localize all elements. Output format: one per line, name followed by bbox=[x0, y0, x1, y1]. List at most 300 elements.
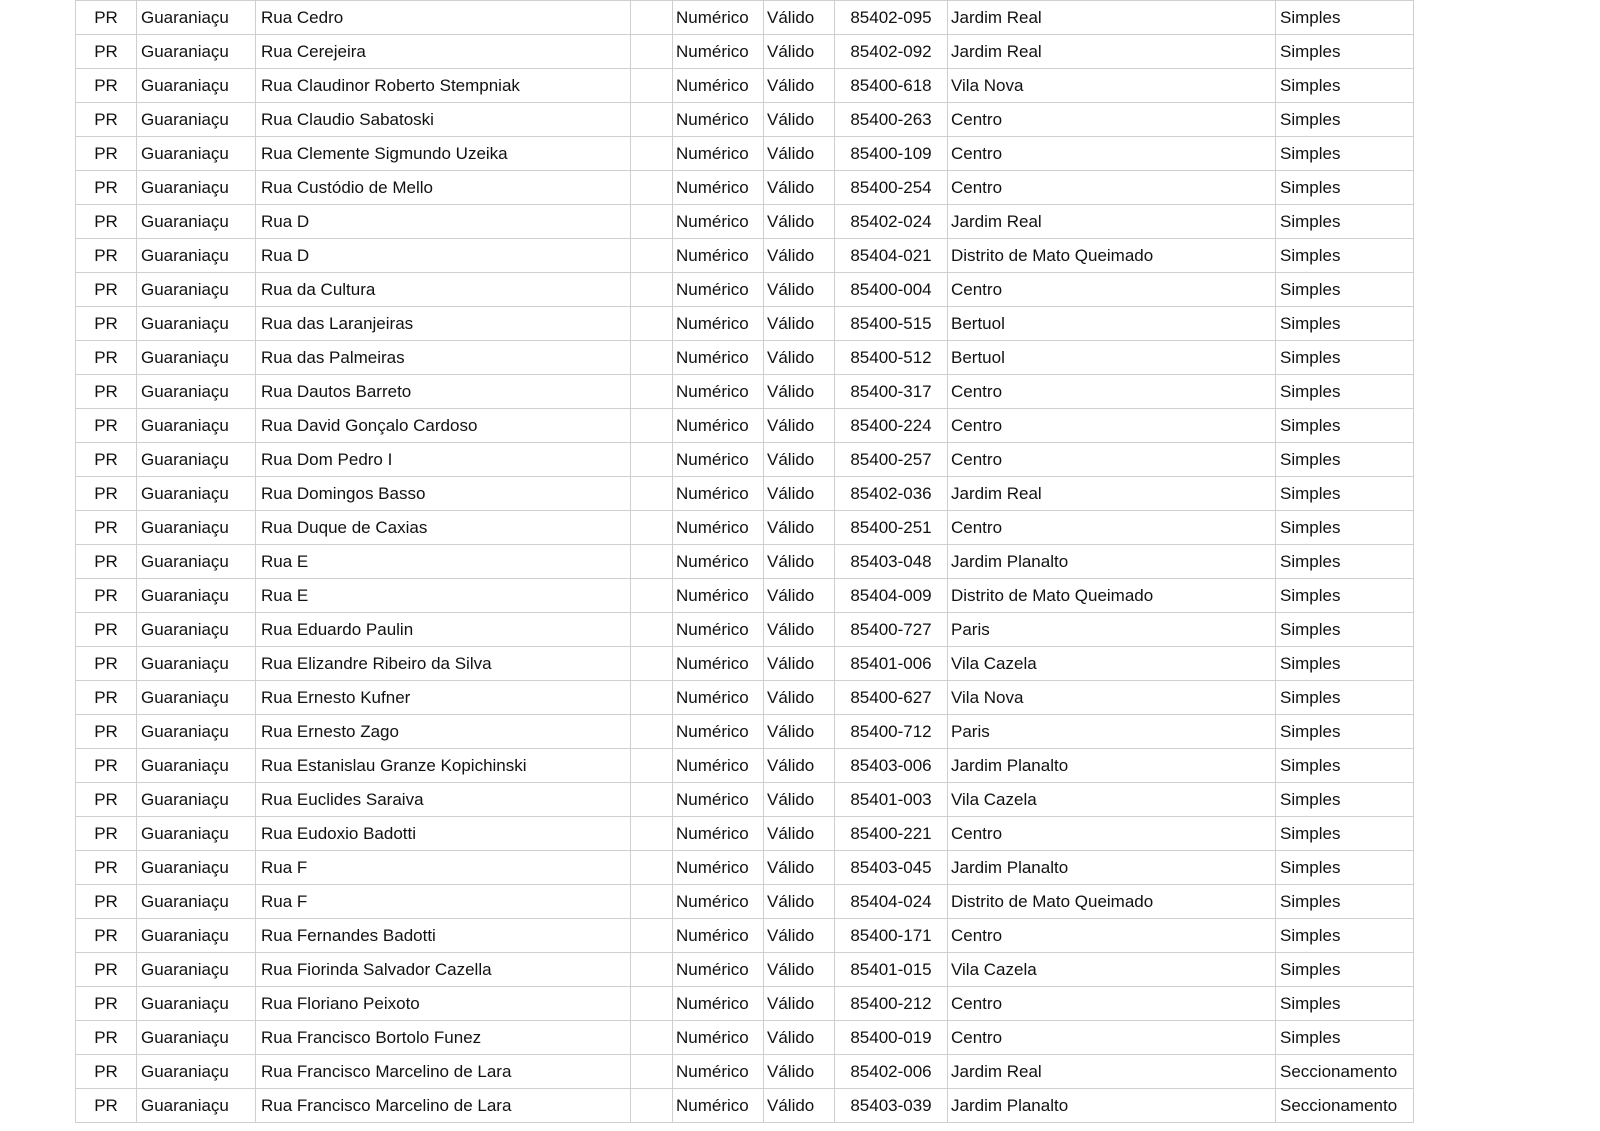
table-row bbox=[76, 783, 1414, 817]
cell-uf: PR bbox=[76, 647, 137, 681]
cell-empty bbox=[631, 511, 673, 545]
cell-categoria: Simples bbox=[1276, 919, 1414, 953]
cell-bairro: Paris bbox=[948, 715, 1276, 749]
cell-status: Válido bbox=[764, 307, 835, 341]
cell-status: Válido bbox=[764, 613, 835, 647]
cell-logradouro: Rua Floriano Peixoto bbox=[256, 987, 631, 1021]
cell-status: Válido bbox=[764, 1, 835, 35]
cell-empty bbox=[631, 715, 673, 749]
cell-cep: 85400-515 bbox=[835, 307, 948, 341]
cell-tipo: Numérico bbox=[673, 273, 764, 307]
cell-logradouro: Rua Dautos Barreto bbox=[256, 375, 631, 409]
cell-cep: 85403-039 bbox=[835, 1089, 948, 1123]
cell-bairro: Paris bbox=[948, 613, 1276, 647]
cell-logradouro: Rua Clemente Sigmundo Uzeika bbox=[256, 137, 631, 171]
cell-bairro: Centro bbox=[948, 273, 1276, 307]
cell-uf: PR bbox=[76, 851, 137, 885]
cell-logradouro: Rua Estanislau Granze Kopichinski bbox=[256, 749, 631, 783]
cell-cidade: Guaraniaçu bbox=[137, 1089, 256, 1123]
cell-tipo: Numérico bbox=[673, 817, 764, 851]
cell-empty bbox=[631, 851, 673, 885]
cell-categoria: Simples bbox=[1276, 783, 1414, 817]
cell-empty bbox=[631, 681, 673, 715]
cell-cep: 85400-627 bbox=[835, 681, 948, 715]
cell-logradouro: Rua Fernandes Badotti bbox=[256, 919, 631, 953]
cell-cidade: Guaraniaçu bbox=[137, 35, 256, 69]
cell-bairro: Centro bbox=[948, 103, 1276, 137]
cell-tipo: Numérico bbox=[673, 409, 764, 443]
cell-categoria: Seccionamento bbox=[1276, 1089, 1414, 1123]
cell-tipo: Numérico bbox=[673, 613, 764, 647]
cell-status: Válido bbox=[764, 783, 835, 817]
cell-bairro: Jardim Real bbox=[948, 35, 1276, 69]
cell-tipo: Numérico bbox=[673, 69, 764, 103]
cell-status: Válido bbox=[764, 681, 835, 715]
cell-status: Válido bbox=[764, 137, 835, 171]
cell-logradouro: Rua Domingos Basso bbox=[256, 477, 631, 511]
cell-categoria: Simples bbox=[1276, 1021, 1414, 1055]
cell-status: Válido bbox=[764, 103, 835, 137]
cell-categoria: Simples bbox=[1276, 715, 1414, 749]
table-row bbox=[76, 341, 1414, 375]
cell-bairro: Centro bbox=[948, 919, 1276, 953]
cell-empty bbox=[631, 477, 673, 511]
table-row bbox=[76, 171, 1414, 205]
cell-cep: 85402-095 bbox=[835, 1, 948, 35]
table-row bbox=[76, 205, 1414, 239]
cell-cidade: Guaraniaçu bbox=[137, 171, 256, 205]
cell-tipo: Numérico bbox=[673, 1089, 764, 1123]
cell-logradouro: Rua Cedro bbox=[256, 1, 631, 35]
cell-cep: 85404-024 bbox=[835, 885, 948, 919]
cell-logradouro: Rua D bbox=[256, 205, 631, 239]
cell-cep: 85402-036 bbox=[835, 477, 948, 511]
cell-cidade: Guaraniaçu bbox=[137, 851, 256, 885]
cell-empty bbox=[631, 545, 673, 579]
cell-status: Válido bbox=[764, 409, 835, 443]
cell-cep: 85400-254 bbox=[835, 171, 948, 205]
table-row bbox=[76, 477, 1414, 511]
cell-uf: PR bbox=[76, 1021, 137, 1055]
cell-bairro: Centro bbox=[948, 443, 1276, 477]
cell-empty bbox=[631, 817, 673, 851]
cell-bairro: Centro bbox=[948, 1021, 1276, 1055]
cell-bairro: Centro bbox=[948, 375, 1276, 409]
cell-categoria: Simples bbox=[1276, 681, 1414, 715]
cell-categoria: Simples bbox=[1276, 69, 1414, 103]
cell-cep: 85400-512 bbox=[835, 341, 948, 375]
cell-status: Válido bbox=[764, 1055, 835, 1089]
table-row bbox=[76, 511, 1414, 545]
cell-cidade: Guaraniaçu bbox=[137, 579, 256, 613]
cell-uf: PR bbox=[76, 171, 137, 205]
table-row bbox=[76, 919, 1414, 953]
cell-tipo: Numérico bbox=[673, 715, 764, 749]
cell-status: Válido bbox=[764, 885, 835, 919]
cell-empty bbox=[631, 35, 673, 69]
cell-uf: PR bbox=[76, 35, 137, 69]
cell-categoria: Simples bbox=[1276, 987, 1414, 1021]
cell-cidade: Guaraniaçu bbox=[137, 307, 256, 341]
cell-categoria: Simples bbox=[1276, 885, 1414, 919]
cell-cidade: Guaraniaçu bbox=[137, 375, 256, 409]
cell-status: Válido bbox=[764, 477, 835, 511]
cell-empty bbox=[631, 613, 673, 647]
table-row bbox=[76, 749, 1414, 783]
cell-categoria: Simples bbox=[1276, 545, 1414, 579]
cell-status: Válido bbox=[764, 35, 835, 69]
cell-uf: PR bbox=[76, 749, 137, 783]
cell-bairro: Distrito de Mato Queimado bbox=[948, 239, 1276, 273]
cell-logradouro: Rua Francisco Marcelino de Lara bbox=[256, 1055, 631, 1089]
cell-cidade: Guaraniaçu bbox=[137, 137, 256, 171]
cell-logradouro: Rua Eudoxio Badotti bbox=[256, 817, 631, 851]
cell-cidade: Guaraniaçu bbox=[137, 953, 256, 987]
cell-categoria: Simples bbox=[1276, 35, 1414, 69]
cell-bairro: Bertuol bbox=[948, 341, 1276, 375]
cell-cep: 85400-224 bbox=[835, 409, 948, 443]
cell-cidade: Guaraniaçu bbox=[137, 341, 256, 375]
cell-uf: PR bbox=[76, 715, 137, 749]
cell-categoria: Simples bbox=[1276, 477, 1414, 511]
cell-uf: PR bbox=[76, 987, 137, 1021]
cell-cidade: Guaraniaçu bbox=[137, 409, 256, 443]
cell-cep: 85403-045 bbox=[835, 851, 948, 885]
cell-bairro: Jardim Planalto bbox=[948, 749, 1276, 783]
cell-categoria: Simples bbox=[1276, 953, 1414, 987]
cell-tipo: Numérico bbox=[673, 1, 764, 35]
cell-empty bbox=[631, 749, 673, 783]
cell-bairro: Jardim Real bbox=[948, 1055, 1276, 1089]
table-row bbox=[76, 851, 1414, 885]
cell-empty bbox=[631, 919, 673, 953]
cell-cidade: Guaraniaçu bbox=[137, 1055, 256, 1089]
cell-tipo: Numérico bbox=[673, 545, 764, 579]
cell-categoria: Simples bbox=[1276, 103, 1414, 137]
table-row bbox=[76, 681, 1414, 715]
document-sheet bbox=[75, 0, 1414, 1123]
cell-uf: PR bbox=[76, 409, 137, 443]
cell-logradouro: Rua E bbox=[256, 579, 631, 613]
cell-status: Válido bbox=[764, 1021, 835, 1055]
table-row bbox=[76, 817, 1414, 851]
cell-cidade: Guaraniaçu bbox=[137, 817, 256, 851]
cell-bairro: Vila Cazela bbox=[948, 647, 1276, 681]
cell-bairro: Centro bbox=[948, 137, 1276, 171]
cell-cidade: Guaraniaçu bbox=[137, 715, 256, 749]
cell-logradouro: Rua E bbox=[256, 545, 631, 579]
cell-status: Válido bbox=[764, 443, 835, 477]
cell-logradouro: Rua Eduardo Paulin bbox=[256, 613, 631, 647]
cell-bairro: Distrito de Mato Queimado bbox=[948, 579, 1276, 613]
cell-cidade: Guaraniaçu bbox=[137, 239, 256, 273]
cell-status: Válido bbox=[764, 987, 835, 1021]
cell-uf: PR bbox=[76, 69, 137, 103]
cell-status: Válido bbox=[764, 1089, 835, 1123]
cell-tipo: Numérico bbox=[673, 1055, 764, 1089]
cell-tipo: Numérico bbox=[673, 477, 764, 511]
cell-empty bbox=[631, 205, 673, 239]
cell-bairro: Bertuol bbox=[948, 307, 1276, 341]
table-row bbox=[76, 1089, 1414, 1123]
cell-status: Válido bbox=[764, 511, 835, 545]
cell-uf: PR bbox=[76, 137, 137, 171]
cell-categoria: Seccionamento bbox=[1276, 1055, 1414, 1089]
cell-empty bbox=[631, 579, 673, 613]
cell-status: Válido bbox=[764, 273, 835, 307]
cell-logradouro: Rua Ernesto Kufner bbox=[256, 681, 631, 715]
cell-logradouro: Rua Custódio de Mello bbox=[256, 171, 631, 205]
cell-empty bbox=[631, 307, 673, 341]
cell-status: Válido bbox=[764, 953, 835, 987]
cell-status: Válido bbox=[764, 205, 835, 239]
cell-tipo: Numérico bbox=[673, 749, 764, 783]
cell-cidade: Guaraniaçu bbox=[137, 647, 256, 681]
cell-empty bbox=[631, 137, 673, 171]
cell-empty bbox=[631, 647, 673, 681]
cell-uf: PR bbox=[76, 579, 137, 613]
cell-tipo: Numérico bbox=[673, 1021, 764, 1055]
cell-bairro: Jardim Planalto bbox=[948, 1089, 1276, 1123]
cell-status: Válido bbox=[764, 749, 835, 783]
cell-cidade: Guaraniaçu bbox=[137, 987, 256, 1021]
cell-cidade: Guaraniaçu bbox=[137, 783, 256, 817]
cell-categoria: Simples bbox=[1276, 613, 1414, 647]
cell-tipo: Numérico bbox=[673, 511, 764, 545]
table-row bbox=[76, 885, 1414, 919]
table-row bbox=[76, 953, 1414, 987]
cell-logradouro: Rua Claudio Sabatoski bbox=[256, 103, 631, 137]
cell-tipo: Numérico bbox=[673, 443, 764, 477]
cell-cep: 85401-003 bbox=[835, 783, 948, 817]
cep-table bbox=[75, 0, 1414, 1123]
cell-uf: PR bbox=[76, 273, 137, 307]
cell-uf: PR bbox=[76, 375, 137, 409]
cell-cep: 85400-712 bbox=[835, 715, 948, 749]
cell-status: Válido bbox=[764, 171, 835, 205]
cell-uf: PR bbox=[76, 477, 137, 511]
cell-empty bbox=[631, 103, 673, 137]
cell-cep: 85400-257 bbox=[835, 443, 948, 477]
cell-status: Válido bbox=[764, 239, 835, 273]
cell-cep: 85400-221 bbox=[835, 817, 948, 851]
cell-cidade: Guaraniaçu bbox=[137, 273, 256, 307]
cell-logradouro: Rua F bbox=[256, 885, 631, 919]
cell-empty bbox=[631, 443, 673, 477]
cell-logradouro: Rua Cerejeira bbox=[256, 35, 631, 69]
table-body bbox=[76, 1, 1414, 1123]
cell-categoria: Simples bbox=[1276, 749, 1414, 783]
cell-uf: PR bbox=[76, 953, 137, 987]
cell-tipo: Numérico bbox=[673, 307, 764, 341]
cell-logradouro: Rua das Palmeiras bbox=[256, 341, 631, 375]
table-row bbox=[76, 613, 1414, 647]
cell-cep: 85401-015 bbox=[835, 953, 948, 987]
cell-empty bbox=[631, 1021, 673, 1055]
cell-categoria: Simples bbox=[1276, 205, 1414, 239]
cell-uf: PR bbox=[76, 885, 137, 919]
cell-status: Válido bbox=[764, 715, 835, 749]
cell-cep: 85403-048 bbox=[835, 545, 948, 579]
cell-logradouro: Rua Euclides Saraiva bbox=[256, 783, 631, 817]
table-row bbox=[76, 987, 1414, 1021]
cell-uf: PR bbox=[76, 239, 137, 273]
table-row bbox=[76, 545, 1414, 579]
table-row bbox=[76, 409, 1414, 443]
cell-uf: PR bbox=[76, 1089, 137, 1123]
cell-uf: PR bbox=[76, 443, 137, 477]
cell-bairro: Jardim Planalto bbox=[948, 545, 1276, 579]
cell-categoria: Simples bbox=[1276, 817, 1414, 851]
cell-cep: 85400-171 bbox=[835, 919, 948, 953]
table-row bbox=[76, 443, 1414, 477]
cell-uf: PR bbox=[76, 681, 137, 715]
cell-tipo: Numérico bbox=[673, 851, 764, 885]
cell-logradouro: Rua da Cultura bbox=[256, 273, 631, 307]
cell-cep: 85400-317 bbox=[835, 375, 948, 409]
table-row bbox=[76, 1, 1414, 35]
cell-cidade: Guaraniaçu bbox=[137, 545, 256, 579]
cell-status: Válido bbox=[764, 341, 835, 375]
cell-status: Válido bbox=[764, 647, 835, 681]
cell-uf: PR bbox=[76, 511, 137, 545]
cell-cidade: Guaraniaçu bbox=[137, 681, 256, 715]
cell-empty bbox=[631, 409, 673, 443]
cell-uf: PR bbox=[76, 613, 137, 647]
cell-logradouro: Rua Francisco Marcelino de Lara bbox=[256, 1089, 631, 1123]
table-row bbox=[76, 103, 1414, 137]
cell-cep: 85402-024 bbox=[835, 205, 948, 239]
cell-empty bbox=[631, 273, 673, 307]
cell-logradouro: Rua Claudinor Roberto Stempniak bbox=[256, 69, 631, 103]
cell-uf: PR bbox=[76, 341, 137, 375]
cell-cep: 85404-009 bbox=[835, 579, 948, 613]
cell-empty bbox=[631, 987, 673, 1021]
cell-cidade: Guaraniaçu bbox=[137, 511, 256, 545]
cell-cidade: Guaraniaçu bbox=[137, 749, 256, 783]
table-row bbox=[76, 137, 1414, 171]
cell-bairro: Distrito de Mato Queimado bbox=[948, 885, 1276, 919]
cell-cep: 85403-006 bbox=[835, 749, 948, 783]
cell-categoria: Simples bbox=[1276, 273, 1414, 307]
cell-cep: 85402-006 bbox=[835, 1055, 948, 1089]
cell-cidade: Guaraniaçu bbox=[137, 919, 256, 953]
cell-categoria: Simples bbox=[1276, 647, 1414, 681]
cell-tipo: Numérico bbox=[673, 987, 764, 1021]
cell-cep: 85400-019 bbox=[835, 1021, 948, 1055]
cell-uf: PR bbox=[76, 783, 137, 817]
cell-tipo: Numérico bbox=[673, 647, 764, 681]
cell-logradouro: Rua Ernesto Zago bbox=[256, 715, 631, 749]
cell-tipo: Numérico bbox=[673, 579, 764, 613]
table-row bbox=[76, 647, 1414, 681]
cell-tipo: Numérico bbox=[673, 885, 764, 919]
cell-cep: 85400-263 bbox=[835, 103, 948, 137]
cell-bairro: Jardim Planalto bbox=[948, 851, 1276, 885]
cell-empty bbox=[631, 171, 673, 205]
cell-tipo: Numérico bbox=[673, 919, 764, 953]
cell-logradouro: Rua D bbox=[256, 239, 631, 273]
cell-categoria: Simples bbox=[1276, 171, 1414, 205]
cell-logradouro: Rua David Gonçalo Cardoso bbox=[256, 409, 631, 443]
cell-tipo: Numérico bbox=[673, 681, 764, 715]
cell-status: Válido bbox=[764, 817, 835, 851]
table-row bbox=[76, 1055, 1414, 1089]
cell-bairro: Centro bbox=[948, 171, 1276, 205]
cell-categoria: Simples bbox=[1276, 1, 1414, 35]
cell-cidade: Guaraniaçu bbox=[137, 1021, 256, 1055]
cell-status: Válido bbox=[764, 919, 835, 953]
cell-categoria: Simples bbox=[1276, 511, 1414, 545]
cell-bairro: Jardim Real bbox=[948, 1, 1276, 35]
cell-bairro: Centro bbox=[948, 817, 1276, 851]
cell-categoria: Simples bbox=[1276, 307, 1414, 341]
cell-categoria: Simples bbox=[1276, 851, 1414, 885]
cell-cep: 85400-212 bbox=[835, 987, 948, 1021]
cell-uf: PR bbox=[76, 817, 137, 851]
cell-cep: 85400-251 bbox=[835, 511, 948, 545]
cell-cidade: Guaraniaçu bbox=[137, 1, 256, 35]
table-row bbox=[76, 307, 1414, 341]
cell-cidade: Guaraniaçu bbox=[137, 885, 256, 919]
cell-cidade: Guaraniaçu bbox=[137, 103, 256, 137]
cell-cep: 85402-092 bbox=[835, 35, 948, 69]
cell-logradouro: Rua Dom Pedro I bbox=[256, 443, 631, 477]
cell-logradouro: Rua Elizandre Ribeiro da Silva bbox=[256, 647, 631, 681]
cell-empty bbox=[631, 1, 673, 35]
cell-cidade: Guaraniaçu bbox=[137, 69, 256, 103]
cell-logradouro: Rua Fiorinda Salvador Cazella bbox=[256, 953, 631, 987]
table-row bbox=[76, 715, 1414, 749]
cell-uf: PR bbox=[76, 1, 137, 35]
table-row bbox=[76, 1021, 1414, 1055]
cell-logradouro: Rua Duque de Caxias bbox=[256, 511, 631, 545]
cell-uf: PR bbox=[76, 1055, 137, 1089]
cell-status: Válido bbox=[764, 545, 835, 579]
table-row bbox=[76, 35, 1414, 69]
cell-tipo: Numérico bbox=[673, 35, 764, 69]
cell-bairro: Centro bbox=[948, 511, 1276, 545]
cell-tipo: Numérico bbox=[673, 239, 764, 273]
cell-empty bbox=[631, 1055, 673, 1089]
cell-tipo: Numérico bbox=[673, 137, 764, 171]
cell-bairro: Centro bbox=[948, 987, 1276, 1021]
cell-status: Válido bbox=[764, 69, 835, 103]
cell-uf: PR bbox=[76, 205, 137, 239]
cell-categoria: Simples bbox=[1276, 375, 1414, 409]
table-row bbox=[76, 375, 1414, 409]
cell-status: Válido bbox=[764, 851, 835, 885]
table-row bbox=[76, 273, 1414, 307]
cell-categoria: Simples bbox=[1276, 443, 1414, 477]
cell-cidade: Guaraniaçu bbox=[137, 443, 256, 477]
cell-logradouro: Rua Francisco Bortolo Funez bbox=[256, 1021, 631, 1055]
cell-cep: 85400-727 bbox=[835, 613, 948, 647]
cell-tipo: Numérico bbox=[673, 783, 764, 817]
cell-cidade: Guaraniaçu bbox=[137, 477, 256, 511]
cell-uf: PR bbox=[76, 103, 137, 137]
cell-bairro: Vila Cazela bbox=[948, 953, 1276, 987]
cell-tipo: Numérico bbox=[673, 205, 764, 239]
cell-cidade: Guaraniaçu bbox=[137, 613, 256, 647]
table-row bbox=[76, 69, 1414, 103]
cell-logradouro: Rua F bbox=[256, 851, 631, 885]
cell-status: Válido bbox=[764, 375, 835, 409]
cell-tipo: Numérico bbox=[673, 341, 764, 375]
cell-cep: 85404-021 bbox=[835, 239, 948, 273]
cell-categoria: Simples bbox=[1276, 341, 1414, 375]
cell-cep: 85400-109 bbox=[835, 137, 948, 171]
